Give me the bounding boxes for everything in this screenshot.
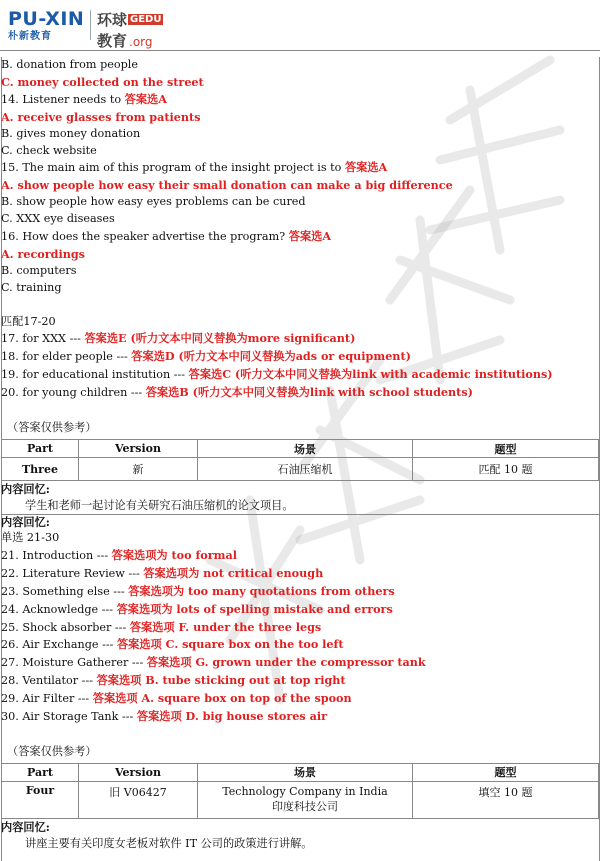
question-30	[1, 708, 599, 726]
question-18	[1, 348, 599, 366]
question-22-answer: 答案选项为 not critical enough	[143, 565, 324, 580]
question-20-answer: 答案选B (听力文本中同义替换为link with school students)	[145, 385, 473, 400]
question-14	[1, 91, 599, 109]
question-19-text: 19. for educational institution ---	[1, 368, 186, 382]
question-27-answer: 答案选项 G. grown under the compressor tank	[146, 655, 426, 670]
answer-note-2: （答案仅供参考）	[7, 744, 97, 758]
q15-option-b: B. show people how easy eyes problems can be cured	[1, 195, 306, 209]
q13-option-b: B. donation from people	[1, 58, 138, 71]
question-23-answer: 答案选项为 too many quotations from others	[128, 583, 395, 598]
part-three-label: Three	[2, 458, 79, 481]
question-16-answer: 答案选A	[288, 229, 331, 244]
gedu-logo	[97, 9, 163, 51]
question-15-answer: 答案选A	[344, 160, 388, 175]
part-four-scene-cn: 印度科技公司	[272, 799, 338, 813]
question-21-answer: 答案选项为 too formal	[111, 547, 237, 562]
header-part: Part	[2, 763, 79, 781]
question-21-text: 21. Introduction ---	[1, 548, 109, 562]
page-header	[0, 0, 600, 52]
puxin-logo-text: PU-XIN	[8, 8, 85, 30]
question-16-text: 16. How does the speaker advertise the program?	[1, 230, 286, 244]
question-26-text: 26. Air Exchange ---	[1, 638, 114, 652]
question-17	[1, 330, 599, 348]
part-three-table	[1, 439, 599, 481]
question-19-answer: 答案选C (听力文本中同义替换为link with academic institutions)	[188, 367, 553, 382]
q16-option-a: A. recordings	[1, 246, 85, 261]
header-type: 题型	[413, 763, 599, 781]
gedu-org: .org	[129, 35, 153, 49]
question-28-text: 28. Ventilator ---	[1, 674, 94, 688]
part-three-version: 新	[79, 458, 198, 481]
question-29-text: 29. Air Filter ---	[1, 692, 90, 706]
q15-option-a: A. show people how easy their small donation can make a big difference	[1, 178, 453, 193]
gedu-logo-top: 环球	[97, 11, 128, 29]
puxin-logo	[8, 8, 84, 42]
q16-option-b: B. computers	[1, 263, 77, 277]
question-23	[1, 583, 599, 601]
q16-option-c: C. training	[1, 280, 62, 294]
answer-note: （答案仅供参考）	[7, 421, 97, 434]
match-title: 匹配17-20	[1, 314, 56, 328]
logo-divider	[90, 10, 91, 40]
question-24	[1, 601, 599, 619]
single-choice-title: 单选 21-30	[1, 531, 60, 544]
question-21	[1, 547, 599, 565]
question-25	[1, 619, 599, 637]
q15-option-c: C. XXX eye diseases	[1, 212, 115, 226]
question-15	[1, 159, 599, 177]
header-part: Part	[2, 440, 79, 458]
header-scene: 场景	[198, 763, 413, 781]
header-scene: 场景	[198, 440, 413, 458]
question-16	[1, 228, 599, 246]
question-17-text: 17. for XXX ---	[1, 332, 81, 346]
question-19	[1, 366, 599, 384]
question-14-answer: 答案选A	[124, 91, 167, 106]
part-three-recall-title: 内容回忆:	[1, 482, 50, 496]
spacer	[1, 402, 599, 419]
header-type: 题型	[413, 440, 599, 458]
part-four-scene-en: Technology Company in India	[222, 784, 388, 798]
header-version: Version	[79, 763, 198, 781]
q14-option-c: C. check website	[1, 143, 97, 157]
question-29	[1, 690, 599, 708]
q13-option-c: C. money collected on the street	[1, 74, 204, 89]
question-17-answer: 答案选E (听力文本中同义替换为more significant)	[84, 331, 356, 346]
question-28	[1, 672, 599, 690]
question-28-answer: 答案选项 B. tube sticking out at top right	[96, 673, 346, 688]
question-22-text: 22. Literature Review ---	[1, 566, 140, 580]
question-18-text: 18. for elder people ---	[1, 350, 128, 364]
question-30-text: 30. Air Storage Tank ---	[1, 710, 134, 724]
question-23-text: 23. Something else ---	[1, 584, 125, 598]
question-27	[1, 654, 599, 672]
part-four-recall-text: 讲座主要有关印度女老板对软件 IT 公司的政策进行讲解。	[25, 836, 313, 850]
part-four-type: 填空 10 题	[413, 781, 599, 818]
question-29-answer: 答案选项 A. square box on top of the spoon	[92, 691, 352, 706]
part-three-type: 匹配 10 题	[413, 458, 599, 481]
question-15-text: 15. The main aim of this program of the insight project is to	[1, 161, 342, 175]
q14-option-b: B. gives money donation	[1, 126, 141, 140]
header-version: Version	[79, 440, 198, 458]
q14-option-a: A. receive glasses from patients	[1, 109, 201, 124]
part-four-recall-title: 内容回忆:	[1, 819, 50, 834]
document-body	[1, 57, 599, 852]
question-26	[1, 636, 599, 654]
question-24-text: 24. Acknowledge ---	[1, 602, 114, 616]
part-three-recall-text: 学生和老师一起讨论有关研究石油压缩机的论文项目。	[25, 499, 294, 512]
part-four-version: 旧 V06427	[79, 781, 198, 818]
question-18-answer: 答案选D (听力文本中同义替换为ads or equipment)	[131, 349, 411, 364]
question-27-text: 27. Moisture Gatherer ---	[1, 656, 144, 670]
question-25-text: 25. Shock absorber ---	[1, 620, 127, 634]
question-20-text: 20. for young children ---	[1, 386, 143, 400]
part-three-scene: 石油压缩机	[198, 458, 413, 481]
part-three-recall-title-2: 内容回忆:	[1, 515, 50, 529]
question-22	[1, 565, 599, 583]
question-14-text: 14. Listener needs to	[1, 92, 122, 106]
question-20	[1, 384, 599, 402]
header-rule	[0, 50, 600, 51]
part-four-table	[1, 763, 599, 819]
gedu-logo-bottom: 教育	[97, 32, 128, 50]
spacer	[1, 297, 599, 314]
question-30-answer: 答案选项 D. big house stores air	[136, 709, 327, 724]
spacer	[1, 726, 599, 743]
question-26-answer: 答案选项 C. square box on the too left	[116, 637, 344, 652]
part-four-label: Four	[2, 781, 79, 818]
question-25-answer: 答案选项 F. under the three legs	[129, 619, 322, 634]
gedu-badge: GEDU	[130, 14, 162, 25]
part-four-scene	[198, 781, 413, 818]
question-24-answer: 答案选项为 lots of spelling mistake and errors	[116, 601, 393, 616]
puxin-logo-subtext: 朴新教育	[8, 31, 52, 42]
